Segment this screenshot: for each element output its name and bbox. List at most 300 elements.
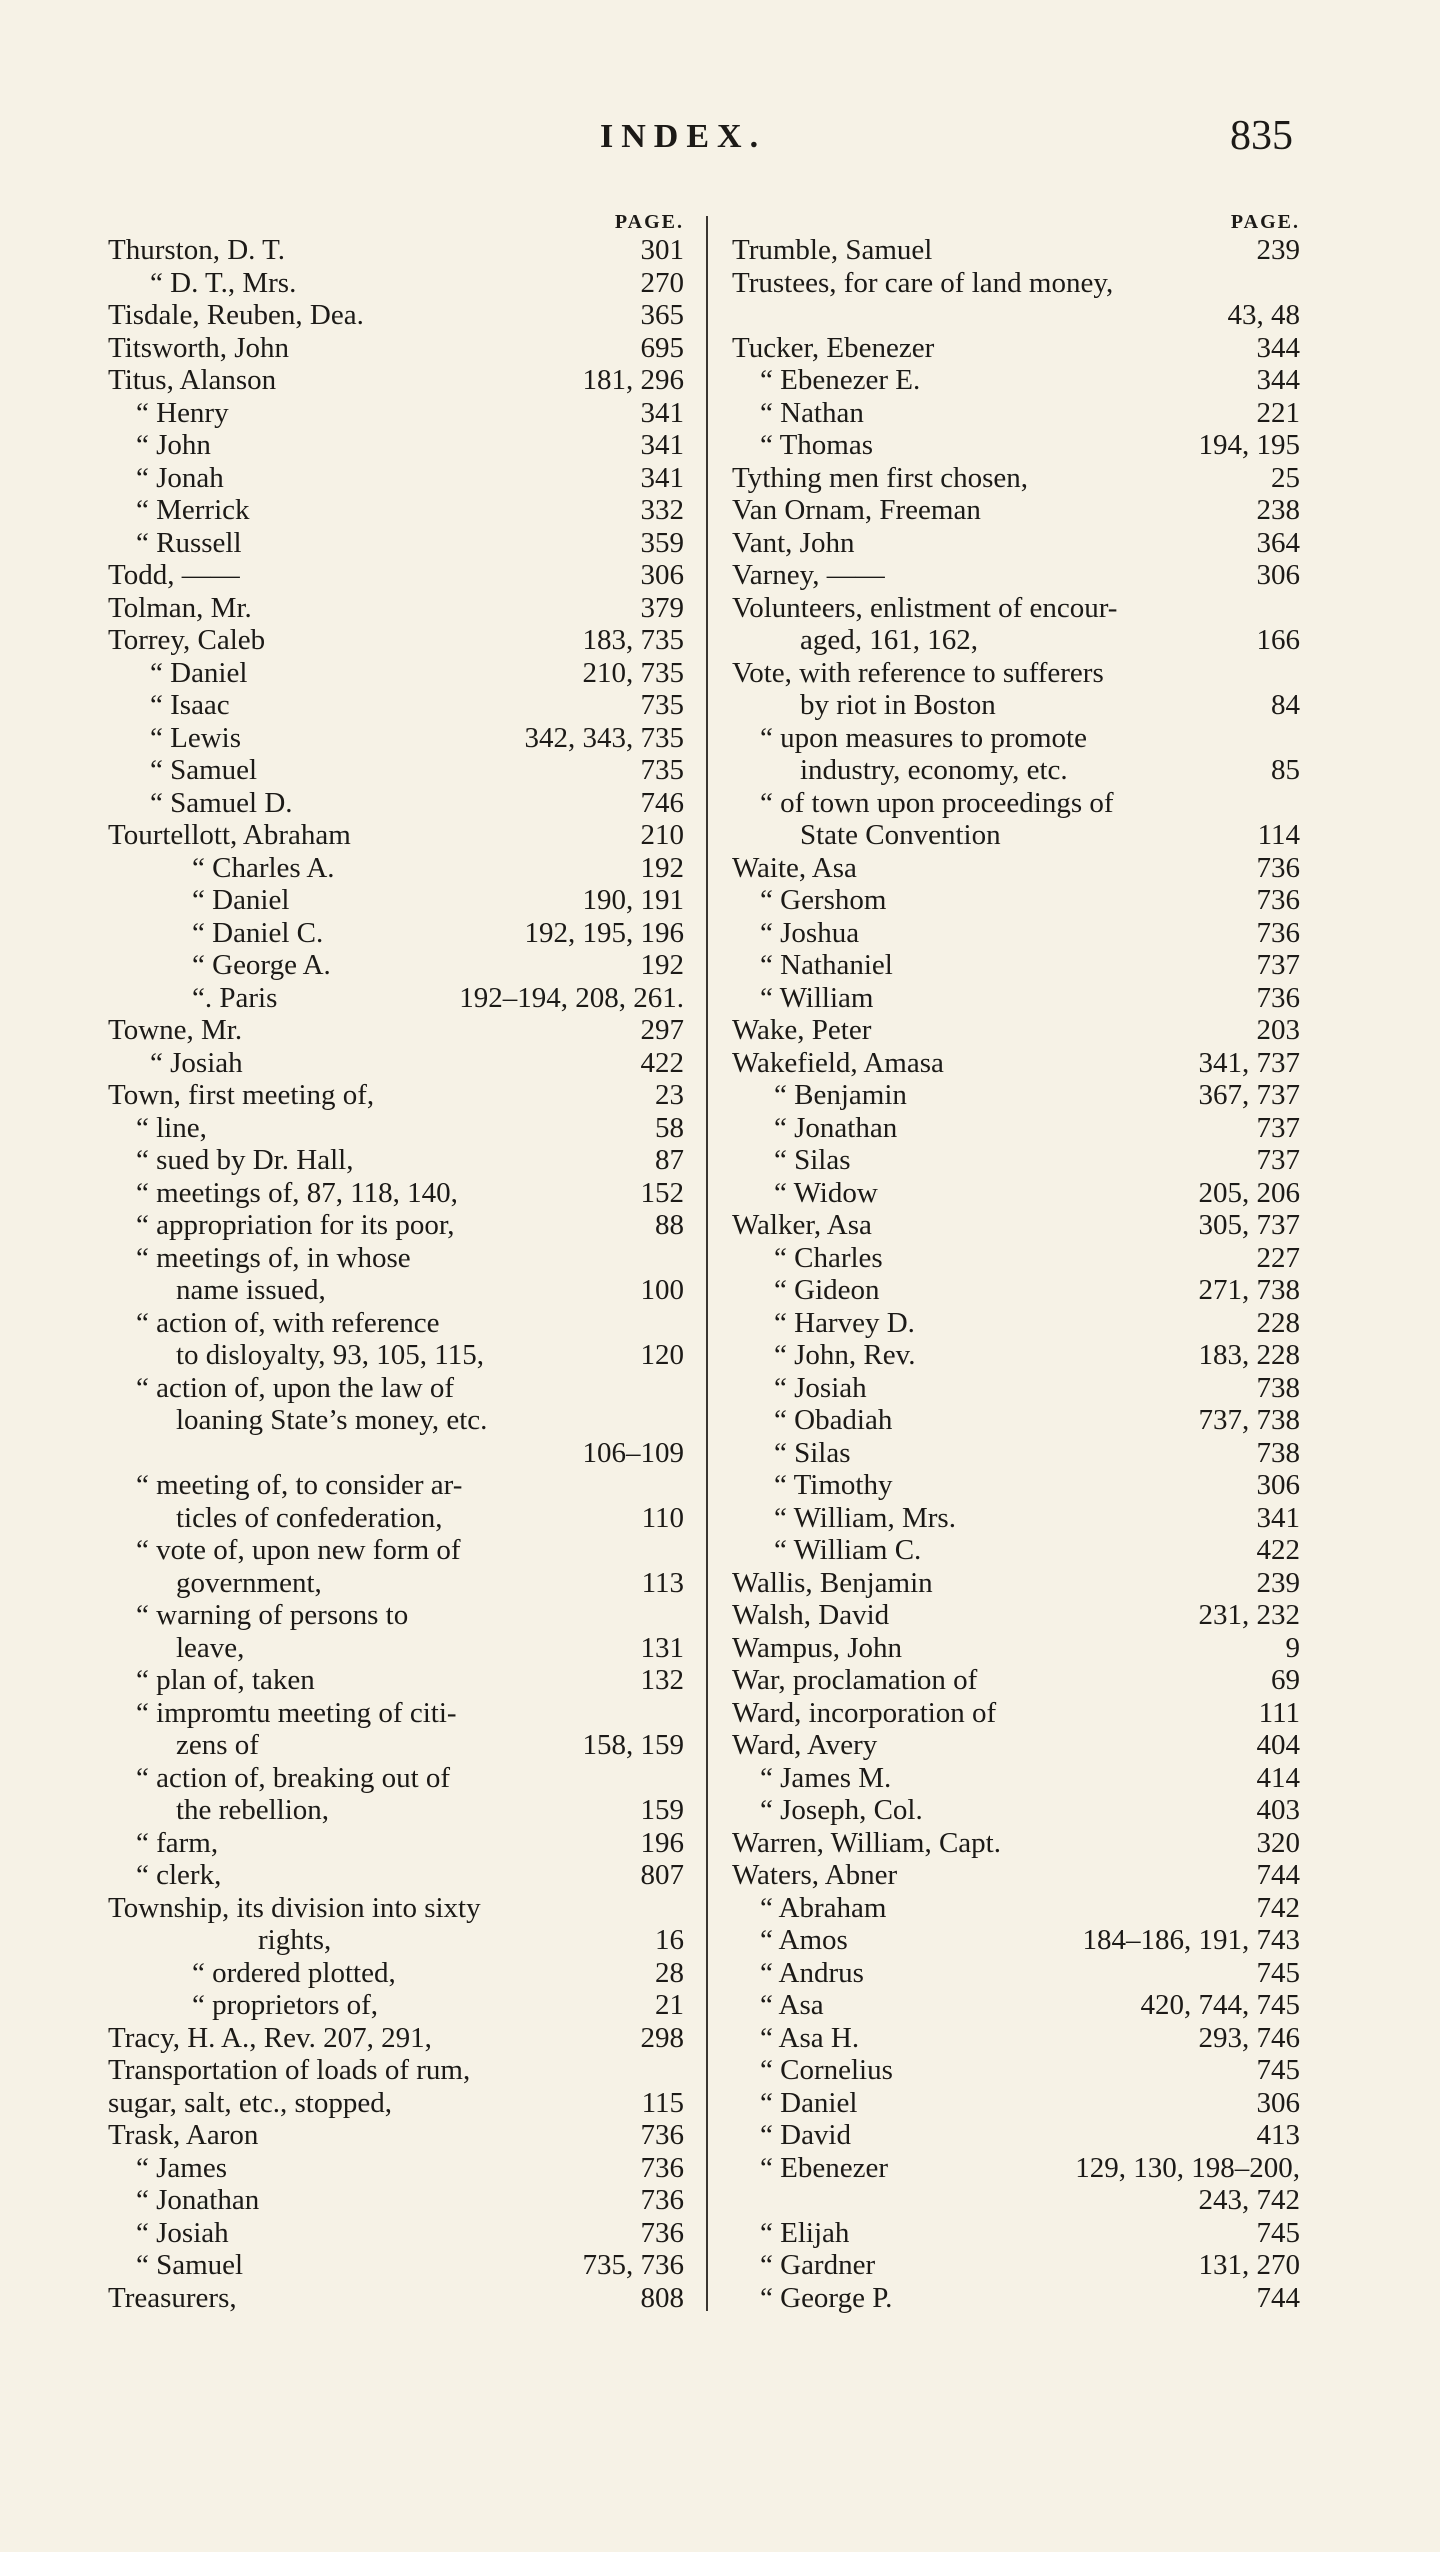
entry-pages: 738: [1256, 1436, 1300, 1469]
entry-text: “ Josiah: [150, 1046, 243, 1079]
index-entry: [732, 1209, 1300, 1242]
index-entry: [108, 1307, 684, 1340]
entry-text: “ Joshua: [760, 916, 860, 949]
entry-text: Ward, Avery: [732, 1729, 878, 1761]
index-entry: [108, 689, 684, 722]
entry-text: “ Silas: [774, 1144, 851, 1176]
index-entry: [108, 1047, 684, 1080]
index-entry: [108, 624, 684, 657]
entry-text: “ Daniel: [760, 2086, 858, 2119]
index-entry: [108, 2249, 684, 2282]
entry-text: by riot in Boston: [800, 689, 996, 721]
index-entry: [732, 1762, 1300, 1795]
entry-text: Varney, ——: [732, 559, 885, 591]
index-entry: [108, 1762, 684, 1795]
index-entry: [108, 657, 684, 690]
index-entry: [732, 1339, 1300, 1372]
index-entry: [108, 1957, 684, 1990]
entry-pages: 228: [1256, 1306, 1300, 1339]
entry-text: “ David: [760, 2119, 851, 2151]
index-entry: [108, 364, 684, 397]
entry-text: rights,: [258, 1924, 332, 1956]
entry-text: “ William: [760, 981, 874, 1014]
index-entry: [732, 722, 1300, 755]
index-entry: [108, 1079, 684, 1112]
index-entry: [732, 1437, 1300, 1470]
index-entry: [732, 1112, 1300, 1145]
index-entry: [732, 1047, 1300, 1080]
entry-pages: 23: [655, 1079, 684, 1111]
entry-text: Titsworth, John: [108, 331, 290, 364]
entry-text: “ Ebenezer: [760, 2151, 888, 2184]
entry-pages: 744: [1256, 2281, 1300, 2314]
index-entry: [732, 1664, 1300, 1697]
entry-text: “ Charles: [774, 1241, 883, 1274]
entry-text: “ Daniel C.: [192, 916, 324, 949]
index-entry: [732, 1372, 1300, 1405]
index-entry: [108, 1404, 684, 1437]
entry-text: “ John: [136, 429, 211, 461]
entry-pages: 210, 735: [582, 656, 684, 689]
entry-text: “ Daniel: [192, 884, 290, 916]
index-entry: [108, 2282, 684, 2315]
index-entry: [108, 1697, 684, 1730]
index-entry: [108, 1567, 684, 1600]
entry-text: “ of town upon proceedings of: [760, 786, 1114, 819]
column-divider: [706, 216, 708, 2311]
entry-pages: 21: [655, 1989, 684, 2021]
entry-text: ticles of confederation,: [176, 1501, 443, 1534]
entry-text: “ John, Rev.: [774, 1339, 916, 1371]
index-entry: [108, 2184, 684, 2217]
entry-text: “ Elijah: [760, 2216, 850, 2249]
index-entry: [732, 2022, 1300, 2055]
entry-text: sugar, salt, etc., stopped,: [108, 2086, 392, 2119]
entry-pages: 166: [1256, 624, 1300, 656]
entry-text: “ Ebenezer E.: [760, 364, 921, 396]
index-entry: [108, 1469, 684, 1502]
entry-pages: 742: [1256, 1891, 1300, 1924]
index-entry: [732, 1079, 1300, 1112]
entry-text: Tucker, Ebenezer: [732, 331, 935, 364]
entry-text: “ Lewis: [150, 721, 241, 754]
index-entry: [732, 1859, 1300, 1892]
index-entry: [108, 1339, 684, 1372]
entry-text: Wampus, John: [732, 1631, 903, 1664]
entry-text: “ Merrick: [136, 494, 250, 526]
entry-text: “ Jonah: [136, 461, 224, 494]
entry-text: “ line,: [136, 1111, 207, 1144]
entry-pages: 364: [1256, 526, 1300, 559]
entry-pages: 120: [640, 1339, 684, 1371]
entry-text: “ Nathan: [760, 396, 864, 429]
entry-text: “ Gideon: [774, 1274, 880, 1306]
entry-text: Wakefield, Amasa: [732, 1046, 944, 1079]
entry-pages: 297: [640, 1014, 684, 1046]
index-entry: [732, 592, 1300, 625]
entry-pages: 736: [1256, 916, 1300, 949]
entry-pages: 332: [640, 494, 684, 526]
entry-pages: 737: [1256, 1111, 1300, 1144]
entry-text: “ Isaac: [150, 689, 230, 721]
entry-pages: 301: [640, 234, 684, 266]
entry-pages: 737: [1256, 1144, 1300, 1176]
entry-text: “ Samuel: [150, 754, 258, 786]
entry-pages: 341, 737: [1198, 1046, 1300, 1079]
entry-text: name issued,: [176, 1274, 326, 1306]
entry-text: “ Timothy: [774, 1469, 893, 1501]
index-entry: [732, 1014, 1300, 1047]
entry-pages: 736: [640, 2216, 684, 2249]
page-column-label: PAGE.: [614, 211, 684, 233]
index-entry: [732, 2184, 1300, 2217]
entry-text: “ meetings of, 87, 118, 140,: [136, 1176, 458, 1209]
entry-pages: 192: [640, 851, 684, 884]
index-entry: [732, 2119, 1300, 2152]
entry-pages: 132: [640, 1664, 684, 1696]
index-column-right: [732, 210, 1300, 2314]
entry-text: zens of: [176, 1729, 259, 1761]
entry-pages: 736: [640, 2184, 684, 2216]
index-entry: [108, 1989, 684, 2022]
entry-pages: 737: [1256, 949, 1300, 981]
entry-pages: 736: [640, 2151, 684, 2184]
entry-text: “ action of, with reference: [136, 1306, 440, 1339]
entry-pages: 341: [1256, 1501, 1300, 1534]
index-entry: [732, 1892, 1300, 1925]
index-entry: [732, 1924, 1300, 1957]
entry-pages: 422: [1256, 1534, 1300, 1566]
index-entry: [108, 1144, 684, 1177]
index-entry: [732, 1469, 1300, 1502]
entry-pages: 344: [1256, 364, 1300, 396]
entry-pages: 85: [1271, 754, 1300, 786]
index-entry: [732, 689, 1300, 722]
entry-pages: 738: [1256, 1371, 1300, 1404]
index-entry: [732, 397, 1300, 430]
entry-text: “ plan of, taken: [136, 1664, 315, 1696]
entry-pages: 736: [1256, 981, 1300, 1014]
index-entry: [732, 1599, 1300, 1632]
index-entry: [108, 982, 684, 1015]
entry-pages: 293, 746: [1198, 2021, 1300, 2054]
index-entry: [732, 1697, 1300, 1730]
index-entry: [732, 332, 1300, 365]
entry-text: “ meetings of, in whose: [136, 1241, 411, 1274]
entry-pages: 131, 270: [1198, 2249, 1300, 2281]
entry-pages: 736: [1256, 884, 1300, 916]
page-header: [0, 110, 1440, 170]
entry-pages: 736: [640, 2119, 684, 2151]
page-title: INDEX.: [600, 118, 767, 155]
entry-pages: 736: [1256, 851, 1300, 884]
index-entry: [108, 1729, 684, 1762]
entry-text: Volunteers, enlistment of encour-: [732, 591, 1118, 624]
index-entry: [108, 722, 684, 755]
entry-pages: 227: [1256, 1241, 1300, 1274]
entry-text: to disloyalty, 93, 105, 115,: [176, 1339, 484, 1371]
entry-pages: 243, 742: [1198, 2184, 1300, 2216]
entry-pages: 413: [1256, 2119, 1300, 2151]
entry-text: “ clerk,: [136, 1859, 222, 1891]
index-entry: [108, 267, 684, 300]
index-entry: [732, 1404, 1300, 1437]
entry-pages: 184–186, 191, 743: [1082, 1924, 1300, 1956]
entry-text: industry, economy, etc.: [800, 754, 1068, 786]
entry-text: Tourtellott, Abraham: [108, 819, 351, 851]
index-entry: [108, 1664, 684, 1697]
entry-pages: 194, 195: [1198, 429, 1300, 461]
entry-text: Tything men first chosen,: [732, 461, 1028, 494]
index-entry: [108, 494, 684, 527]
entry-text: Tisdale, Reuben, Dea.: [108, 299, 364, 331]
entry-pages: 84: [1271, 689, 1300, 721]
entry-text: “ Gardner: [760, 2249, 876, 2281]
index-entry: [732, 982, 1300, 1015]
entry-text: “ Obadiah: [774, 1404, 893, 1436]
entry-text: “ William C.: [774, 1534, 922, 1566]
entry-pages: 113: [641, 1566, 684, 1599]
entry-pages: 420, 744, 745: [1140, 1989, 1300, 2021]
index-entry: [108, 592, 684, 625]
entry-pages: 807: [640, 1859, 684, 1891]
entry-pages: 181, 296: [582, 364, 684, 396]
entry-text: Waters, Abner: [732, 1859, 898, 1891]
index-entry: [732, 754, 1300, 787]
entry-text: Thurston, D. T.: [108, 234, 285, 266]
index-entry: [732, 267, 1300, 300]
index-entry: [108, 397, 684, 430]
index-entry: [732, 1729, 1300, 1762]
entry-text: Walker, Asa: [732, 1209, 872, 1241]
index-entry: [732, 1957, 1300, 1990]
entry-pages: 131: [640, 1631, 684, 1664]
entry-pages: 87: [655, 1144, 684, 1176]
entry-pages: 735, 736: [582, 2249, 684, 2281]
entry-text: “ action of, breaking out of: [136, 1761, 451, 1794]
entry-pages: 270: [640, 266, 684, 299]
entry-text: “ Jonathan: [136, 2184, 260, 2216]
entry-pages: 744: [1256, 1859, 1300, 1891]
entry-pages: 158, 159: [582, 1729, 684, 1761]
index-entry: [732, 884, 1300, 917]
entry-pages: 305, 737: [1198, 1209, 1300, 1241]
entry-pages: 367, 737: [1198, 1079, 1300, 1111]
entry-text: Vote, with reference to sufferers: [732, 656, 1104, 689]
index-entry: [732, 494, 1300, 527]
entry-pages: 43, 48: [1227, 299, 1300, 331]
page-column-label: PAGE.: [1230, 211, 1300, 233]
entry-text: Transportation of loads of rum,: [108, 2054, 471, 2086]
entry-text: “ Jonathan: [774, 1111, 898, 1144]
entry-pages: 341: [640, 429, 684, 461]
index-entry: [732, 234, 1300, 267]
entry-pages: 695: [640, 331, 684, 364]
entry-text: State Convention: [800, 819, 1001, 851]
index-entry: [732, 1827, 1300, 1860]
entry-pages: 9: [1285, 1631, 1300, 1664]
entry-text: “ vote of, upon new form of: [136, 1534, 461, 1566]
entry-text: “ Asa H.: [760, 2021, 860, 2054]
entry-text: “ George P.: [760, 2281, 893, 2314]
index-entry: [108, 884, 684, 917]
entry-text: “ Samuel D.: [150, 786, 293, 819]
index-entry: [108, 2022, 684, 2055]
index-entry: [732, 462, 1300, 495]
entry-text: Treasurers,: [108, 2281, 237, 2314]
index-entry: [108, 1014, 684, 1047]
entry-pages: 16: [655, 1924, 684, 1956]
entry-text: “ William, Mrs.: [774, 1501, 956, 1534]
entry-text: “ George A.: [192, 949, 331, 981]
entry-text: the rebellion,: [176, 1794, 330, 1826]
index-entry: [732, 819, 1300, 852]
index-entry: [732, 2152, 1300, 2185]
entry-pages: 735: [640, 689, 684, 721]
entry-text: War, proclamation of: [732, 1664, 978, 1696]
entry-pages: 205, 206: [1198, 1176, 1300, 1209]
entry-text: Vant, John: [732, 526, 855, 559]
index-entry: [108, 1112, 684, 1145]
entry-text: “ Benjamin: [774, 1079, 907, 1111]
entry-text: Trumble, Samuel: [732, 234, 933, 266]
entry-text: Titus, Alanson: [108, 364, 277, 396]
entry-pages: 69: [1271, 1664, 1300, 1696]
entry-pages: 221: [1256, 396, 1300, 429]
entry-pages: 403: [1256, 1794, 1300, 1826]
entry-text: Trustees, for care of land money,: [732, 266, 1114, 299]
entry-pages: 239: [1256, 234, 1300, 266]
index-entry: [108, 1599, 684, 1632]
index-entry: [732, 2282, 1300, 2315]
index-entry: [732, 2054, 1300, 2087]
entry-pages: 344: [1256, 331, 1300, 364]
index-entry: [108, 429, 684, 462]
entry-text: Trask, Aaron: [108, 2119, 259, 2151]
page-number: 835: [1230, 113, 1293, 159]
entry-text: “ Russell: [136, 526, 242, 559]
index-entry: [732, 657, 1300, 690]
index-entry: [108, 852, 684, 885]
index-entry: [732, 1307, 1300, 1340]
entry-pages: 210: [640, 819, 684, 851]
index-entry: [108, 1924, 684, 1957]
entry-text: “ farm,: [136, 1826, 219, 1859]
index-entry: [732, 2249, 1300, 2282]
index-entry: [108, 1859, 684, 1892]
index-entry: [732, 1274, 1300, 1307]
entry-pages: 231, 232: [1198, 1599, 1300, 1631]
entry-text: “ proprietors of,: [192, 1989, 379, 2021]
entry-text: Wallis, Benjamin: [732, 1566, 933, 1599]
entry-pages: 129, 130, 198–200,: [1075, 2151, 1300, 2184]
index-entry: [108, 787, 684, 820]
entry-pages: 183, 228: [1198, 1339, 1300, 1371]
entry-text: Township, its division into sixty: [108, 1891, 481, 1924]
entry-pages: 58: [655, 1111, 684, 1144]
entry-text: “ meeting of, to consider ar-: [136, 1469, 463, 1501]
index-entry: [108, 332, 684, 365]
index-entry: [108, 2152, 684, 2185]
index-entry: [108, 299, 684, 332]
index-entry: [732, 2087, 1300, 2120]
entry-text: Torrey, Caleb: [108, 624, 266, 656]
entry-pages: 192–194, 208, 261.: [459, 981, 684, 1014]
entry-pages: 341: [640, 461, 684, 494]
index-entry: [108, 1827, 684, 1860]
entry-pages: 735: [640, 754, 684, 786]
entry-pages: 341: [640, 396, 684, 429]
entry-text: “ appropriation for its poor,: [136, 1209, 455, 1241]
entry-text: “. Paris: [192, 981, 278, 1014]
entry-text: “ Gershom: [760, 884, 887, 916]
index-column-left: [108, 210, 684, 2314]
entry-pages: 746: [640, 786, 684, 819]
entry-pages: 190, 191: [582, 884, 684, 916]
index-entry: [732, 787, 1300, 820]
entry-pages: 110: [641, 1501, 684, 1534]
entry-text: “ Daniel: [150, 656, 248, 689]
entry-pages: 379: [640, 591, 684, 624]
index-entry: [108, 1274, 684, 1307]
entry-text: “ upon measures to promote: [760, 721, 1087, 754]
entry-text: “ Josiah: [774, 1371, 867, 1404]
entry-text: “ action of, upon the law of: [136, 1371, 455, 1404]
entry-text: “ Abraham: [760, 1891, 887, 1924]
entry-pages: 745: [1256, 2054, 1300, 2086]
entry-pages: 88: [655, 1209, 684, 1241]
entry-text: “ warning of persons to: [136, 1599, 409, 1631]
entry-text: Towne, Mr.: [108, 1014, 243, 1046]
index-entry: [108, 1794, 684, 1827]
entry-text: “ impromtu meeting of citi-: [136, 1696, 457, 1729]
entry-text: “ Cornelius: [760, 2054, 893, 2086]
entry-text: “ Silas: [774, 1436, 851, 1469]
entry-text: “ sued by Dr. Hall,: [136, 1144, 354, 1176]
index-entry: [732, 624, 1300, 657]
entry-pages: 152: [640, 1176, 684, 1209]
index-entry: [108, 2217, 684, 2250]
index-entry: [108, 559, 684, 592]
entry-pages: 115: [641, 2086, 684, 2119]
entry-pages: 404: [1256, 1729, 1300, 1761]
index-entry: [732, 1794, 1300, 1827]
index-entry: [108, 462, 684, 495]
entry-pages: 192, 195, 196: [524, 916, 684, 949]
index-entry: [732, 1534, 1300, 1567]
index-entry: [732, 1242, 1300, 1275]
index-entry: [732, 949, 1300, 982]
index-entry: [732, 1567, 1300, 1600]
entry-text: “ Widow: [774, 1176, 878, 1209]
entry-pages: 28: [655, 1956, 684, 1989]
index-entry: [108, 527, 684, 560]
entry-text: “ Thomas: [760, 429, 874, 461]
index-entry: [732, 1144, 1300, 1177]
entry-pages: 159: [640, 1794, 684, 1826]
index-entry: [108, 234, 684, 267]
entry-pages: 192: [640, 949, 684, 981]
entry-text: Todd, ——: [108, 559, 240, 591]
entry-text: Town, first meeting of,: [108, 1079, 375, 1111]
entry-text: “ D. T., Mrs.: [150, 266, 297, 299]
entry-text: leave,: [176, 1631, 245, 1664]
index-entry: [108, 2087, 684, 2120]
index-entry: [108, 1534, 684, 1567]
index-entry: [108, 2054, 684, 2087]
entry-text: Tolman, Mr.: [108, 591, 252, 624]
entry-pages: 100: [640, 1274, 684, 1306]
